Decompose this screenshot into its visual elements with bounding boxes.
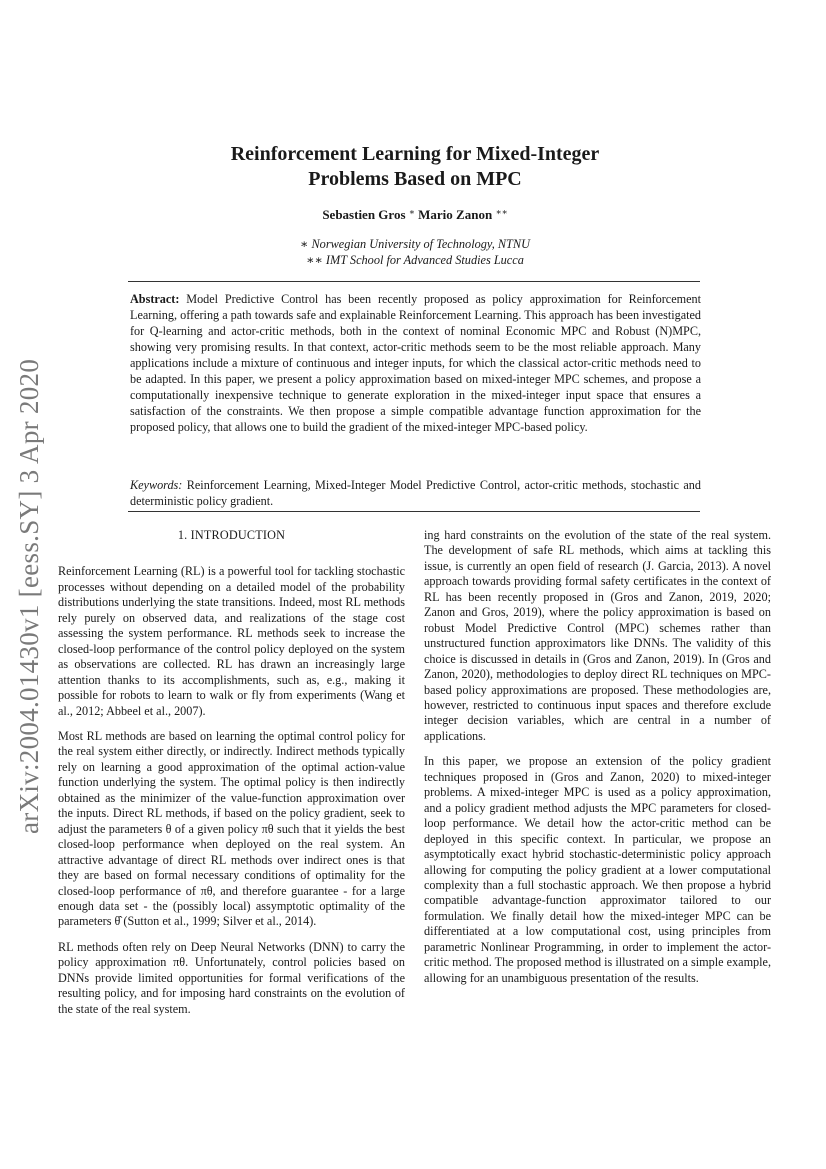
keywords-label: Keywords:: [130, 478, 183, 492]
arxiv-identifier-stamp: arXiv:2004.01430v1 [eess.SY] 3 Apr 2020: [14, 358, 44, 834]
paragraph: Reinforcement Learning (RL) is a powerful tool for tackling stochastic processes without depending on a detailed model of the probability distributions underlying the state transitions. Indeed, most RL methods rely purely on observed data, and realizations of the stage cost assessing the system performance. RL methods seek to increase the closed-loop performance of the control policy deployed on the system as observations are collected. RL has drawn an increasingly large attention thanks to its accomplishments, such as, e.g., making it possible for robots to learn to walk or fly from experiments (Wang et al., 2012; Abbeel et al., 2007).: [58, 564, 405, 718]
left-column: [58, 528, 405, 1027]
keywords-text: Reinforcement Learning, Mixed-Integer Model Predictive Control, actor-critic methods, stochastic and deterministic policy gradient.: [130, 478, 701, 508]
keywords: [130, 477, 701, 509]
affiliation-line: ∗∗ IMT School for Advanced Studies Lucca: [306, 253, 524, 267]
title-line-1: Reinforcement Learning for Mixed-Integer: [230, 143, 600, 165]
abstract-text: Model Predictive Control has been recently proposed as policy approximation for Reinforcement Learning, offering a path towards safe and explainable Reinforcement Learning. This approach has been investigated for Q-learning and actor-critic methods, both in the context of nominal Economic MPC and Robust (N)MPC, showing very promising results. In that context, actor-critic methods seem to be the most reliable approach. Many applications include a mixture of continuous and integer inputs, for which the classical actor-critic methods need to be adapted. In this paper, we present a policy approximation based on mixed-integer MPC schemes, and propose a computationally inexpensive technique to generate exploration in the mixed-integer input space that ensures a satisfaction of the constraints. We then propose a simple compatible advantage function approximation for the proposed policy, that allows one to build the gradient of the mixed-integer MPC-based policy.: [130, 292, 701, 434]
author-name: Mario Zanon: [418, 207, 493, 222]
paper-title: [150, 142, 680, 192]
right-column: [424, 528, 771, 996]
author-list: [150, 207, 680, 223]
affiliation-line: ∗ Norwegian University of Technology, NTNU: [300, 237, 530, 251]
paragraph: In this paper, we propose an extension of the policy gradient techniques proposed in (Gros and Zanon, 2020) to mixed-integer problems. A mixed-integer MPC is used as a policy approximation, and a policy gradient method adjusts the MPC parameters for closed-loop performance. We detail how the actor-critic method can be deployed in this specific context. In particular, we propose an asymptotically exact hybrid stochastic-deterministic policy approach allowing for computing the policy gradient at a lower computational complexity than a full stochastic approach. We then propose a hybrid compatible advantage-function approximator tailored to our formulation. We finally detail how the mixed-integer MPC can be differentiated at a low computational cost, using principles from parametric Nonlinear Programming, in order to implement the actor-critic method. The proposed method is illustrated on a simple example, allowing for an unambiguous presentation of the results.: [424, 754, 771, 985]
abstract: [130, 291, 701, 435]
title-line-2: Problems Based on MPC: [308, 168, 522, 190]
abstract-bottom-rule: [128, 511, 700, 512]
section-heading: 1. INTRODUCTION: [177, 528, 286, 542]
paragraph: ing hard constraints on the evolution of the state of the real system. The development of safe RL methods, which aims at tackling this issue, is currently an open field of research (J. Garcia, 2013). A novel approach towards providing formal safety certificates in the context of RL has been recently proposed in (Gros and Zanon, 2019, 2020; Zanon and Gros, 2019), where the policy approximation is based on robust Model Predictive Control (MPC) schemes rather than unstructured function approximators like DNNs. The validity of this choice is discussed in details in (Gros and Zanon, 2019). In (Gros and Zanon, 2020), methodologies to deploy direct RL techniques on MPC-based policy approximations are proposed. These methodologies are, however, restricted to continuous input spaces and therefore exclude integer decision variables, which are central in a number of applications.: [424, 528, 771, 743]
author-affiliation-mark: ∗: [408, 207, 415, 217]
abstract-label: Abstract:: [130, 292, 180, 306]
paragraph: Most RL methods are based on learning the optimal control policy for the real system either directly, or indirectly. Indirect methods typically rely on learning a good approximation of the optimal action-value function underlying the system. The optimal policy is then indirectly obtained as the minimizer of the value-function approximation over the inputs. Direct RL methods, if based on the policy gradient, seek to adjust the parameters θ of a given policy πθ such that it yields the best closed-loop performance when deployed on the real system. An attractive advantage of direct RL methods over indirect ones is that they are based on formal necessary conditions of optimality for the closed-loop performance of πθ, and therefore guarantee - for a large enough data set - the (possibly local) assymptotic optimality of the parameters θ̂ (Sutton et al., 1999; Silver et al., 2014).: [58, 728, 405, 929]
author-affiliation-mark: ∗∗: [495, 207, 508, 217]
paragraph: RL methods often rely on Deep Neural Networks (DNN) to carry the policy approximation πθ. Unfortunately, control policies based on DNNs provide limited opportunities for formal verifications of the resulting policy, and for imposing hard constraints on the evolution of the state of the real system.: [58, 939, 405, 1016]
author-name: Sebastien Gros: [322, 207, 406, 222]
abstract-top-rule: [128, 281, 700, 282]
affiliations: [150, 236, 680, 268]
